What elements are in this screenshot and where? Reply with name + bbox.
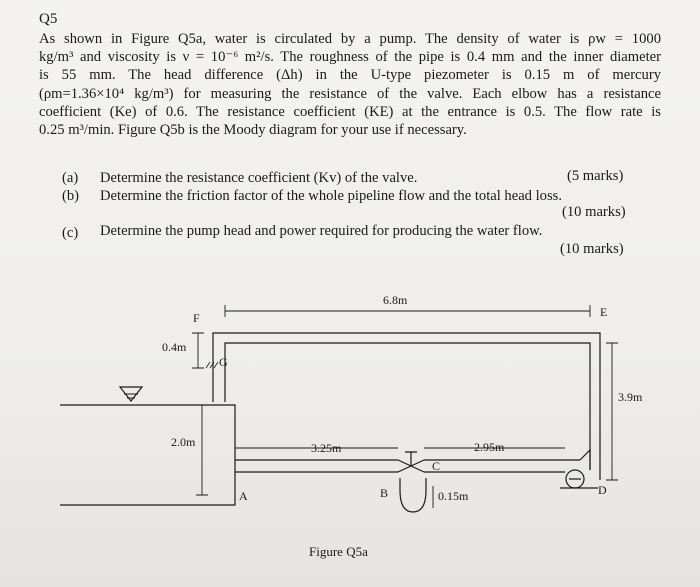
- label-point-a: A: [239, 489, 248, 503]
- part-a-text: Determine the resistance coefficient (Kv) of the valve.: [100, 170, 418, 186]
- part-c-marks: (10 marks): [560, 241, 624, 257]
- label-len-bottom-left: 3.25m: [311, 441, 342, 455]
- paragraph-line: is 55 mm. The head difference (Δh) in the U-type piezometer is 0.15 m of mercury: [39, 67, 661, 84]
- part-c-text: Determine the pump head and power required for producing the water flow.: [100, 223, 543, 239]
- pipe-inner: [225, 343, 590, 470]
- part-b-text: Determine the friction factor of the whole pipeline flow and the total head loss.: [100, 188, 562, 204]
- label-point-e: E: [600, 305, 608, 319]
- paragraph-line: As shown in Figure Q5a, water is circulated by a pump. The density of water is ρw = 1000: [39, 31, 661, 47]
- pipe-bend-d: [580, 450, 590, 470]
- label-point-c: C: [432, 459, 441, 473]
- question-number: Q5: [39, 11, 58, 27]
- part-b-marks: (10 marks): [562, 204, 626, 220]
- label-point-b: B: [380, 486, 389, 500]
- figure-caption: Figure Q5a: [309, 544, 368, 559]
- part-a-marks: (5 marks): [567, 168, 624, 184]
- label-rise: 0.4m: [162, 340, 187, 354]
- label-point-d: D: [598, 483, 607, 497]
- part-a-label: (a): [62, 170, 79, 186]
- u-piezometer: [400, 478, 426, 512]
- entrance-hatch: [206, 362, 218, 368]
- part-b-label: (b): [62, 188, 80, 204]
- pipe-outer: [213, 333, 600, 480]
- paragraph-line: coefficient (Ke) of 0.6. The resistance coefficient (KE) at the entrance is 0.5. The flow rate is: [39, 103, 661, 120]
- paragraph-line: (ρm=1.36×10⁴ kg/m³) for measuring the resistance of the valve. Each elbow has a resistance: [39, 85, 661, 102]
- paragraph-line: kg/m³ and viscosity is ν = 10⁻⁶ m²/s. The roughness of the pipe is 0.4 mm and the inner diameter: [39, 49, 661, 66]
- label-len-top: 6.8m: [383, 293, 408, 307]
- reservoir-outline: [60, 405, 235, 505]
- label-len-bottom-right: 2.95m: [474, 440, 505, 454]
- part-c-label: (c): [62, 225, 79, 241]
- paragraph-line: 0.25 m³/min. Figure Q5b is the Moody diagram for your use if necessary.: [39, 122, 467, 139]
- label-point-g: G: [219, 355, 228, 369]
- label-len-right: 3.9m: [618, 390, 643, 404]
- label-point-f: F: [193, 311, 200, 325]
- label-dh: 0.15m: [438, 489, 469, 503]
- label-depth: 2.0m: [171, 435, 196, 449]
